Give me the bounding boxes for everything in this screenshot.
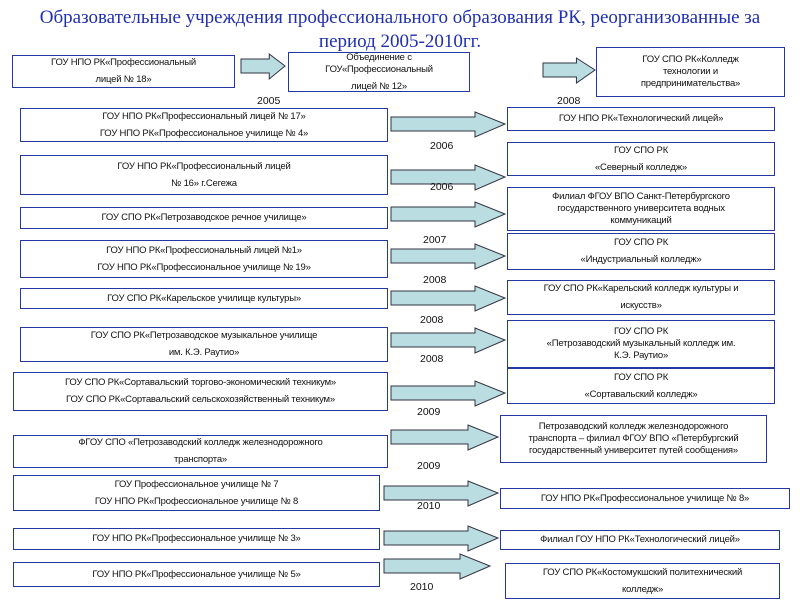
- source-institution-box-line: им. К.Э. Раутио»: [168, 347, 240, 358]
- source-institution-box-line: ГОУ СПО РК«Карельское училище культуры»: [107, 292, 301, 304]
- source-institution-box: [20, 240, 388, 278]
- source-institution-box: [12, 55, 235, 88]
- arrow-right-icon: [390, 243, 507, 271]
- source-institution-box: [13, 528, 380, 550]
- arrow-right-icon: [240, 53, 287, 81]
- year-label: 2008: [423, 274, 447, 286]
- source-institution-box: [20, 327, 388, 362]
- result-institution-box-line: ГОУ СПО РК«Костомукшский политехнический: [542, 566, 743, 578]
- result-institution-box-line: колледж»: [621, 583, 664, 595]
- source-institution-box: [20, 155, 388, 195]
- arrow-right-icon: [542, 57, 597, 85]
- result-institution-box: [500, 488, 790, 509]
- year-label: 2006: [430, 181, 454, 193]
- result-institution-box: [507, 142, 775, 176]
- result-institution-box-line: ГОУ СПО РК«Карельский колледж культуры и: [543, 283, 739, 294]
- result-institution-box-line: «Петрозаводский музыкальный колледж им.: [546, 338, 736, 349]
- result-institution-box-line: Филиал ГОУ НПО РК«Технологический лицей»: [540, 534, 740, 545]
- source-institution-box-line: ГОУ НПО РК«Профессиональный лицей №1»: [106, 244, 302, 256]
- result-institution-box: [500, 415, 767, 463]
- source-institution-box-line: транспорта»: [173, 454, 228, 465]
- result-institution-box: [507, 320, 775, 368]
- arrow-right-icon: [390, 111, 507, 139]
- source-institution-box-line: ГОУ НПО РК«Профессиональное училище № 19»: [97, 261, 311, 273]
- source-institution-box-line: ГОУ СПО РК«Петрозаводское музыкальное училище: [90, 330, 318, 341]
- source-institution-box-line: ГОУ СПО РК«Сортавальский сельскохозяйственный техникум»: [66, 394, 335, 405]
- intermediate-institution-box-line: лицей № 12»: [351, 80, 407, 92]
- source-institution-box-line: лицей № 18»: [95, 74, 152, 85]
- result-institution-box-line: ГОУ НПО РК«Профессиональное училище № 8»: [540, 492, 750, 504]
- arrow-right-icon: [383, 480, 500, 508]
- result-institution-box: [507, 107, 775, 131]
- source-institution-box: [13, 372, 388, 411]
- arrow-right-icon: [390, 285, 507, 313]
- year-label: 2007: [423, 234, 447, 246]
- source-institution-box-line: ГОУ НПО РК«Профессиональный лицей: [117, 160, 291, 172]
- result-institution-box-line: «Сортавальский колледж»: [584, 388, 698, 400]
- result-institution-box-line: К.Э. Раутио»: [613, 350, 669, 361]
- source-institution-box-line: ГОУ НПО РК«Профессиональный лицей № 17»: [102, 110, 306, 122]
- intermediate-institution-box: [288, 52, 470, 92]
- result-institution-box: [507, 368, 775, 404]
- source-institution-box: [20, 207, 388, 229]
- result-institution-box-line: «Индустриальный колледж»: [580, 254, 702, 265]
- result-institution-box-line: ГОУ СПО РК«Колледж: [642, 54, 739, 65]
- source-institution-box-line: № 16» г.Сегежа: [171, 177, 237, 189]
- year-label: 2009: [417, 406, 441, 418]
- result-institution-box-line: предпринимательства»: [640, 78, 741, 89]
- intermediate-institution-box-line: Объединение с ГОУ«Профессиональный: [325, 51, 433, 75]
- source-institution-box-line: ГОУ НПО РК«Профессиональное училище № 3»: [92, 533, 301, 544]
- title-line: Образовательные учреждения профессионального образования РК, реорганизованные за: [39, 7, 761, 28]
- source-institution-box-line: ГОУ НПО РК«Профессиональный: [51, 57, 196, 68]
- result-institution-box: [507, 280, 775, 315]
- arrow-right-icon: [390, 327, 507, 355]
- source-institution-box-line: ФГОУ СПО «Петрозаводский колледж железнодорожного: [78, 437, 323, 448]
- result-institution-box-line: технологии и: [663, 66, 718, 77]
- source-institution-box-line: ГОУ НПО РК«Профессиональное училище № 4»: [99, 127, 309, 139]
- result-institution-box-line: коммуникаций: [610, 215, 672, 226]
- arrow-right-icon: [390, 201, 507, 229]
- year-label: 2006: [430, 140, 454, 152]
- arrow-right-icon: [383, 525, 500, 553]
- result-institution-box-line: ГОУ СПО РК: [613, 326, 669, 337]
- result-institution-box-line: Петрозаводский колледж железнодорожного: [538, 421, 729, 432]
- result-institution-box: [507, 233, 775, 270]
- result-institution-box-line: Филиал ФГОУ ВПО Санкт-Петербургского: [552, 191, 730, 202]
- result-institution-box-line: ГОУ НПО РК«Технологический лицей»: [558, 113, 724, 124]
- year-label: 2008: [557, 95, 581, 107]
- year-label: 2010: [410, 581, 434, 593]
- result-institution-box-line: транспорта – филиал ФГОУ ВПО «Петербургский: [528, 433, 739, 444]
- arrow-right-icon: [390, 380, 507, 408]
- source-institution-box: [13, 562, 380, 587]
- source-institution-box-line: ГОУ НПО РК«Профессиональное училище № 5»: [92, 568, 301, 580]
- source-institution-box: [13, 435, 388, 468]
- result-institution-box: [505, 563, 780, 599]
- year-label: 2008: [420, 353, 444, 365]
- result-institution-box-line: ГОУ СПО РК: [613, 237, 669, 248]
- source-institution-box-line: ГОУ СПО РК«Петрозаводское речное училище»: [101, 212, 307, 223]
- arrow-right-icon: [390, 424, 500, 452]
- year-label: 2009: [417, 460, 441, 472]
- source-institution-box: [13, 475, 380, 511]
- result-institution-box-line: государственного университета водных: [557, 203, 725, 214]
- result-institution-box-line: искусств»: [620, 300, 662, 311]
- source-institution-box: [20, 108, 388, 142]
- source-institution-box-line: ГОУ НПО РК«Профессиональное училище № 8: [94, 495, 299, 507]
- year-label: 2010: [417, 500, 441, 512]
- result-institution-box-line: «Северный колледж»: [594, 161, 688, 173]
- source-institution-box-line: ГОУ Профессиональное училище № 7: [114, 478, 279, 490]
- year-label: 2008: [420, 314, 444, 326]
- result-institution-box: [500, 530, 780, 550]
- result-institution-box-line: ГОУ СПО РК: [613, 144, 669, 156]
- title-line: период 2005-2010гг.: [318, 31, 482, 52]
- result-institution-box: [507, 187, 775, 231]
- year-label: 2005: [257, 95, 281, 107]
- source-institution-box-line: ГОУ СПО РК«Сортавальский торгово-экономический техникум»: [65, 377, 336, 388]
- source-institution-box: [20, 288, 388, 309]
- arrow-right-icon: [383, 553, 492, 581]
- result-institution-box: [596, 47, 785, 97]
- result-institution-box-line: государственный университет путей сообщения»: [529, 445, 738, 456]
- result-institution-box-line: ГОУ СПО РК: [613, 371, 669, 383]
